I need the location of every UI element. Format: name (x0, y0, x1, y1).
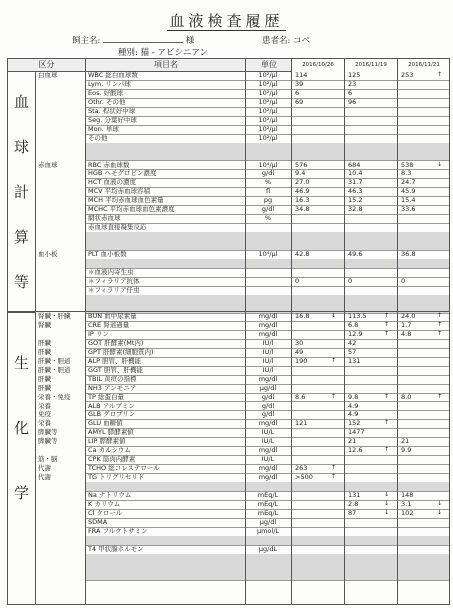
result-value: 45.9 (401, 187, 416, 196)
item-unit: mg/dl (258, 419, 278, 428)
high-flag-icon: ↑ (437, 320, 443, 328)
result-value: 16.3 (295, 196, 310, 205)
date-3-text: 2016/11/21 (408, 62, 440, 68)
item-unit: mg/dl (258, 329, 278, 338)
category-label: 腎臓・肝臓 (38, 312, 71, 320)
section-divider (8, 311, 449, 312)
result-value: >500 (295, 473, 313, 482)
result-value: 190 (295, 356, 308, 365)
section-header-text: 区分 (38, 60, 55, 69)
section-cbc-char-4: 算 (13, 228, 29, 246)
item-unit: μg/dl (259, 517, 277, 526)
item-unit: 10²/μl (258, 88, 278, 97)
item-name: GGT 胆管、肝機能 (88, 365, 143, 374)
result-value: 148 (401, 491, 414, 499)
result-value: 131 (348, 491, 361, 499)
section-chem-char-2: 化 (13, 419, 29, 437)
item-name: Othr. その他 (88, 97, 126, 106)
item-unit: IU/L (261, 437, 275, 446)
category-label: 肝臓 (38, 338, 51, 347)
item-unit: pg (263, 196, 273, 205)
result-value: 42.8 (295, 250, 310, 258)
owner-field (72, 34, 194, 46)
item-name: FRA フルクトサミン (88, 526, 148, 535)
result-value: 125 (348, 71, 361, 79)
honorific: 様 (185, 36, 195, 46)
result-value: 131 (348, 356, 361, 365)
result-value: 8.3 (401, 169, 412, 178)
result-value: 57 (348, 347, 357, 356)
result-value: 16.8 (295, 312, 310, 320)
item-header-text: 項目名 (154, 60, 178, 69)
section-cbc-char-1: 血 (13, 93, 29, 111)
section-cbc (8, 71, 36, 313)
result-value: 34.8 (295, 205, 310, 214)
result-value: 46.9 (295, 187, 310, 196)
result-value: 46.3 (348, 187, 363, 196)
document-title (0, 10, 453, 31)
result-value: 27.0 (295, 178, 310, 187)
category-label: 代謝 (38, 473, 51, 482)
patient-field (262, 34, 310, 46)
column-divider (85, 59, 86, 604)
item-name: GPT 肝酵素(細胞質内) (88, 347, 154, 356)
species-field (118, 46, 208, 58)
date-1-text: 2016/10/26 (302, 62, 334, 68)
high-flag-icon: ↑ (437, 392, 443, 400)
low-flag-icon: ↓ (384, 491, 390, 498)
category-label: 膵臓等 (38, 437, 58, 446)
result-value: 15.4 (401, 196, 416, 205)
result-value: 12.9 (348, 329, 363, 338)
owner-label: 飼主名: (72, 36, 101, 46)
section-cbc-char-2: 球 (13, 138, 29, 156)
high-flag-icon: ↑ (384, 312, 390, 319)
high-flag-icon: ↑ (384, 419, 390, 427)
item-unit: mEq/L (257, 499, 279, 508)
result-value: 87 (348, 508, 357, 517)
item-name: MCH 平均赤血球血色素量 (88, 196, 164, 205)
result-value: 684 (348, 160, 361, 169)
column-divider (291, 59, 292, 604)
section-chem (8, 312, 36, 604)
section-chem-char-3: 学 (13, 484, 29, 502)
section-chem-char-1: 生 (13, 354, 29, 372)
item-name: LIP 膵酵素値 (88, 437, 126, 446)
item-unit: % (264, 178, 272, 187)
date-header-2 (344, 59, 397, 71)
item-name: その他 (88, 133, 108, 142)
category-label: 膵臓等 (38, 428, 58, 437)
section-cbc-char-3: 計 (13, 183, 29, 201)
item-unit: mg/dl (258, 312, 278, 320)
high-flag-icon: ↑ (384, 446, 390, 454)
item-name: Na ナトリウム (88, 491, 132, 499)
item-name: BUN 血中尿素量 (88, 312, 137, 320)
patient-label: 患者名: コペ (262, 36, 311, 46)
item-name: ＊フィラリア仔虫 (88, 285, 140, 294)
unit-header-text: 単位 (261, 60, 277, 69)
result-value: 8.6 (295, 392, 306, 401)
item-name: 赤血球直接凝集反応 (88, 223, 147, 232)
result-value: 9.4 (295, 169, 306, 178)
date-header-3 (397, 59, 450, 71)
result-value: 113.5 (348, 312, 367, 320)
item-unit: mg/dl (258, 446, 278, 455)
column-divider (397, 59, 398, 604)
high-flag-icon: ↑ (437, 329, 443, 337)
item-unit: IU/L (261, 455, 275, 464)
item-name: GLB グロブリン (88, 410, 136, 419)
result-value: 538 (401, 160, 414, 169)
item-name: MCHC 平均赤血球血色素濃度 (88, 205, 175, 214)
item-name: TP 総蛋白量 (88, 392, 124, 401)
item-unit: IU/L (261, 428, 275, 437)
result-value: 6.8 (348, 320, 359, 329)
column-divider (344, 59, 345, 604)
category-label: 筋・脳 (38, 455, 58, 464)
item-name: ＊血液内寄生虫 (88, 267, 134, 276)
result-value: 8.0 (401, 392, 412, 401)
high-flag-icon: ↑ (331, 392, 337, 400)
result-value: 42 (348, 338, 357, 347)
result-value: 24.7 (401, 178, 416, 187)
result-value: 23 (348, 79, 357, 88)
item-unit: mg/dl (258, 473, 278, 482)
item-name: Cl クロール (88, 508, 123, 517)
result-value: 4.8 (401, 329, 412, 338)
category-label: 腎臓 (38, 320, 51, 329)
item-name: IP リン (88, 329, 109, 338)
result-value: 2.8 (348, 499, 359, 508)
item-name: SDMA (88, 517, 108, 526)
item-unit: mEq/L (257, 491, 279, 499)
result-value: 32.8 (348, 205, 363, 214)
result-value: 0 (401, 276, 406, 285)
item-name: WBC 総白血球数 (88, 71, 138, 79)
result-value: 21 (401, 437, 410, 446)
item-name: Mon. 単球 (88, 124, 119, 133)
item-unit: 10²/μl (258, 115, 278, 124)
result-value: 9.8 (348, 392, 359, 401)
item-unit: mg/dl (258, 320, 278, 329)
item-unit: g/dl (261, 205, 275, 214)
result-value: 39 (295, 79, 304, 88)
item-unit: 10²/μl (258, 71, 278, 79)
item-unit: IU/l (262, 365, 274, 374)
category-label: 肝臓 (38, 347, 51, 356)
result-value: 152 (348, 419, 361, 428)
category-label: 免疫 (38, 410, 51, 419)
item-unit: % (264, 214, 272, 223)
item-name: HCT 血液の濃度 (88, 178, 136, 187)
category-label: 肝臓 (38, 383, 51, 392)
item-unit: mEq/L (257, 508, 279, 517)
result-value: 114 (295, 71, 308, 79)
item-name: Seg. 分葉好中球 (88, 115, 137, 124)
result-value: 253 (401, 71, 414, 79)
section-cbc-char-5: 等 (13, 273, 29, 291)
item-name: HGB ヘモグロビン濃度 (88, 169, 157, 178)
low-flag-icon: ↓ (331, 312, 337, 319)
category-label: 栄養 (38, 419, 51, 428)
result-value: 6 (348, 88, 353, 97)
item-unit: 10²/μl (258, 97, 278, 106)
item-unit: 10⁴/μl (258, 250, 278, 258)
item-unit: IU/l (262, 347, 274, 356)
item-name: K カリウム (88, 499, 121, 508)
result-value: 24.0 (401, 312, 416, 320)
result-value: 96 (348, 97, 357, 106)
result-value: 576 (295, 160, 308, 169)
item-name: Sta. 桿状好中球 (88, 106, 136, 115)
high-flag-icon: ↑ (437, 71, 443, 78)
category-label: 肝臓・胆道 (38, 365, 71, 374)
result-value: 49.6 (348, 250, 363, 258)
item-unit: μmol/L (256, 526, 280, 535)
column-divider (245, 59, 246, 604)
result-value: 263 (295, 464, 308, 473)
result-value: 0 (295, 276, 300, 285)
result-value: 6 (295, 88, 300, 97)
result-value: 121 (295, 419, 308, 428)
result-value: 9.9 (401, 446, 412, 455)
item-unit: 10²/μl (258, 106, 278, 115)
low-flag-icon: ↓ (437, 508, 443, 516)
category-label: 栄養・免疫 (38, 392, 71, 401)
item-unit: IU/l (262, 338, 274, 347)
result-value: 0 (348, 276, 353, 285)
result-value: 4.9 (348, 410, 359, 419)
item-name: Eos. 好酸球 (88, 88, 124, 97)
date-2-text: 2016/11/19 (355, 62, 387, 68)
item-name: 網状赤血球 (88, 214, 121, 223)
result-value: 4.9 (348, 401, 359, 410)
item-unit: 10²/μl (258, 79, 278, 88)
item-name: PLT 血小板数 (88, 250, 127, 258)
result-value: 49 (295, 347, 304, 356)
result-value: 1.7 (401, 320, 412, 329)
blood-test-table (7, 58, 450, 605)
item-name: TBIL 黄疸の指標 (88, 374, 137, 383)
result-value: 33.6 (401, 205, 416, 214)
item-unit: fl (265, 187, 271, 196)
high-flag-icon: ↑ (331, 473, 337, 481)
high-flag-icon: ↑ (331, 464, 337, 472)
item-unit: g/dl (261, 392, 275, 401)
category-label: 血小板 (38, 250, 58, 258)
item-name: TCHO 総コレステロール (88, 464, 160, 473)
item-name: GLU 血糖値 (88, 419, 123, 428)
item-name: ＊フィラリア抗体 (88, 276, 140, 285)
item-name: CRE 腎道過量 (88, 320, 130, 329)
table-row (85, 572, 449, 582)
item-unit: μg/dL (258, 544, 278, 553)
result-value: 30 (295, 338, 304, 347)
result-value: 1477 (348, 428, 365, 437)
result-value: 21 (348, 437, 357, 446)
category-label: 肝臓・胆道 (38, 356, 71, 365)
result-value: 69 (295, 97, 304, 106)
item-unit: 10⁴/μl (258, 160, 278, 169)
species-label: 種別: 猫 - アビシニアン (118, 48, 209, 58)
low-flag-icon: ↓ (384, 508, 390, 516)
category-label: 白血球 (38, 71, 58, 79)
item-unit: IU/l (262, 356, 274, 365)
item-name: RBC 赤血球数 (88, 160, 130, 169)
category-column (35, 71, 86, 604)
item-unit: g/dl (261, 410, 275, 419)
result-value: 102 (401, 508, 414, 517)
low-flag-icon: ↓ (384, 499, 390, 507)
item-unit: g/dl (261, 401, 275, 410)
high-flag-icon: ↑ (437, 312, 443, 319)
high-flag-icon: ↑ (384, 320, 390, 328)
result-value: 36.8 (401, 250, 416, 258)
category-label: 栄養 (38, 401, 51, 410)
item-unit: 10²/μl (258, 133, 278, 142)
item-unit: μg/dl (259, 383, 277, 392)
item-name: TG トリグリセリド (88, 473, 145, 482)
item-name: ALP 胆管、肝機能 (88, 356, 142, 365)
item-name: NH3 アンモニア (88, 383, 137, 392)
owner-value-line (103, 42, 183, 43)
item-name: T4 甲状腺ホルモン (88, 544, 144, 553)
category-label: 肝臓 (38, 374, 51, 383)
result-value: 10.4 (348, 169, 363, 178)
category-label: 赤血球 (38, 160, 58, 169)
high-flag-icon: ↑ (331, 356, 337, 364)
item-name: ALB アルブミン (88, 401, 135, 410)
high-flag-icon: ↑ (384, 392, 390, 400)
result-value: 31.7 (348, 178, 363, 187)
category-label: 代謝 (38, 464, 51, 473)
item-name: Lym. リンパ球 (88, 79, 131, 88)
low-flag-icon: ↓ (437, 499, 443, 507)
result-value: 15.2 (348, 196, 363, 205)
item-name: GOT 肝酵素(Mt内) (88, 338, 144, 347)
item-name: Ca カルシウム (88, 446, 131, 455)
result-value: 3.1 (401, 499, 412, 508)
result-value: 12.6 (348, 446, 363, 455)
low-flag-icon: ↓ (437, 160, 443, 168)
item-name: CPK 筋肉内酵素 (88, 455, 136, 464)
item-unit: mg/dl (258, 464, 278, 473)
date-header-1 (291, 59, 344, 71)
title-text: 血液検査履歴 (169, 12, 284, 30)
item-unit: 10²/μl (258, 124, 278, 133)
item-name: MCV 平均赤血球容積 (88, 187, 151, 196)
high-flag-icon: ↑ (384, 329, 390, 337)
item-unit: g/dl (261, 169, 275, 178)
item-unit: mg/dl (258, 374, 278, 383)
item-name: AMYL 膵酵素値 (88, 428, 134, 437)
